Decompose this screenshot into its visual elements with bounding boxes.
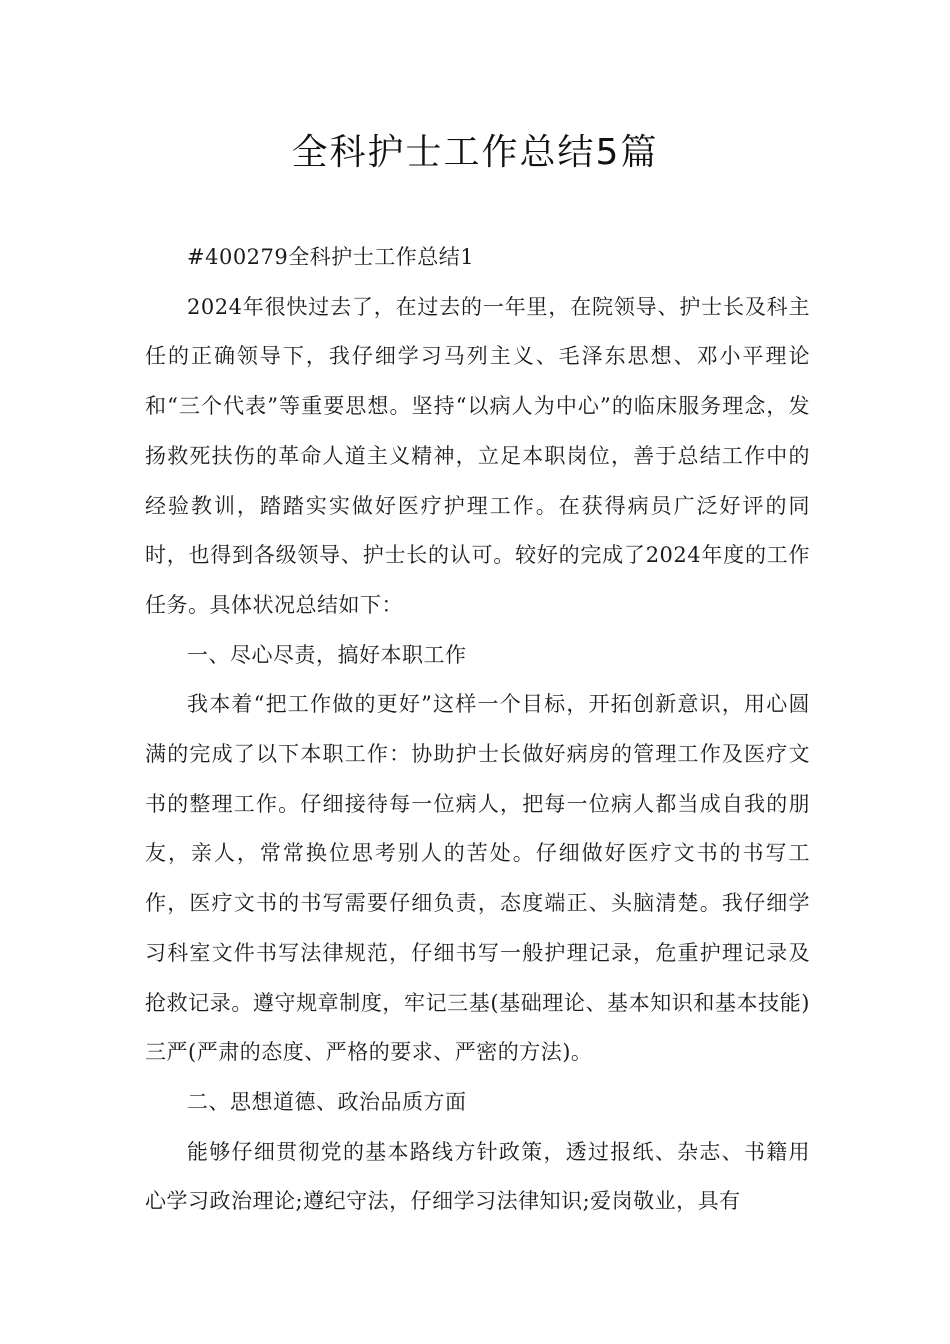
- document-title: 全科护士工作总结5篇: [291, 132, 659, 173]
- section-heading-summary-1: #400279全科护士工作总结1: [187, 245, 475, 269]
- section-heading-duties: 一、尽心尽责，搞好本职工作: [187, 642, 467, 667]
- body-paragraph-intro: 2024年很快过去了，在过去的一年里，在院领导、护士长及科主任的正确领导下，我仔细学习马列主义、毛泽东思想、邓小平理论和“三个代表”等重要思想。坚持“以病人为中心”的临床服务理念，发扬救死扶伤的革命人道主义精神，立足本职岗位，善于总结工作中的经验教训，踏踏实实做好医疗护理工作。在获得病员广泛好评的同时，也得到各级领导、护士长的认可。较好的完成了2024年度的工作任务。具体状况总结如下：: [145, 294, 810, 617]
- body-paragraph-morality: 能够仔细贯彻党的基本路线方针政策，透过报纸、杂志、书籍用心学习政治理论;遵纪守法，仔细学习法律知识;爱岗敬业，具有: [145, 1139, 810, 1214]
- document-body: [145, 233, 810, 1227]
- body-paragraph-duties: 我本着“把工作做的更好”这样一个目标，开拓创新意识，用心圆满的完成了以下本职工作：协助护士长做好病房的管理工作及医疗文书的整理工作。仔细接待每一位病人，把每一位病人都当成自我的朋友，亲人，常常换位思考别人的苦处。仔细做好医疗文书的书写工作，医疗文书的书写需要仔细负责，态度端正、头脑清楚。我仔细学习科室文件书写法律规范，仔细书写一般护理记录，危重护理记录及抢救记录。遵守规章制度，牢记三基(基础理论、基本知识和基本技能)三严(严肃的态度、严格的要求、严密的方法)。: [145, 692, 810, 1065]
- section-heading-morality: 二、思想道德、政治品质方面: [187, 1089, 467, 1114]
